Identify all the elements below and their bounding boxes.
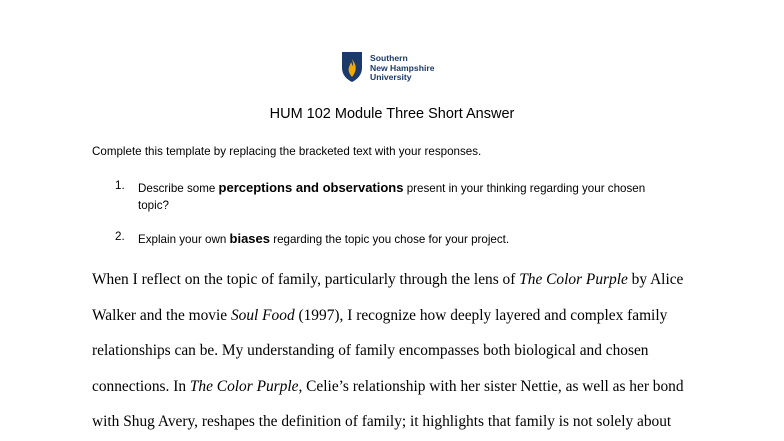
logo-line-1: Southern bbox=[370, 53, 408, 63]
body-text-segment: with Shug Avery, reshapes the definition of family; it highlights that family is not solely about bbox=[92, 413, 672, 431]
logo-line-3: University bbox=[370, 72, 412, 83]
document-title: HUM 102 Module Three Short Answer bbox=[269, 106, 515, 122]
italic-title: The Color Purple bbox=[189, 377, 299, 395]
body-line bbox=[92, 404, 752, 440]
body-line bbox=[92, 298, 752, 334]
question-1 bbox=[115, 179, 675, 214]
response-body bbox=[92, 262, 752, 440]
body-line bbox=[92, 262, 752, 298]
question-text-after: present in your thinking regarding your chosen topic? bbox=[138, 182, 646, 212]
university-logo bbox=[340, 51, 450, 89]
body-text-segment: (1997), I recognize how deeply layered and complex family bbox=[294, 306, 668, 324]
body-text-segment: When I reflect on the topic of family, particularly through the lens of bbox=[92, 271, 520, 288]
body-text-segment: Walker and the movie bbox=[92, 306, 231, 324]
question-text-before: Explain your own bbox=[138, 233, 230, 246]
italic-title: Soul Food bbox=[230, 306, 295, 324]
logo-wordmark bbox=[370, 54, 434, 83]
body-line bbox=[92, 333, 752, 369]
italic-title: The Color Purple bbox=[519, 271, 628, 288]
body-text-segment: , Celie’s relationship with her sister Nettie, as well as her bond bbox=[298, 377, 684, 395]
body-text-segment: relationships can be. My understanding of family encompasses both biological and chosen bbox=[92, 342, 649, 360]
question-number: 2. bbox=[115, 230, 125, 243]
question-emphasis: biases bbox=[229, 231, 270, 246]
body-text-segment: by Alice bbox=[627, 271, 684, 288]
body-text-segment: connections. In bbox=[92, 377, 190, 395]
question-2 bbox=[115, 230, 675, 248]
question-text-after: regarding the topic you chose for your project. bbox=[270, 233, 510, 246]
logo-line-2: New Hampshire bbox=[370, 62, 435, 73]
question-number: 1. bbox=[115, 179, 125, 192]
question-text bbox=[138, 230, 675, 248]
question-text bbox=[138, 179, 675, 214]
question-emphasis: perceptions and observations bbox=[218, 180, 404, 195]
instructions: Complete this template by replacing the bracketed text with your responses. bbox=[92, 145, 482, 158]
shield-flame-icon bbox=[340, 51, 364, 83]
question-text-before: Describe some bbox=[138, 182, 219, 195]
body-line bbox=[92, 369, 752, 405]
